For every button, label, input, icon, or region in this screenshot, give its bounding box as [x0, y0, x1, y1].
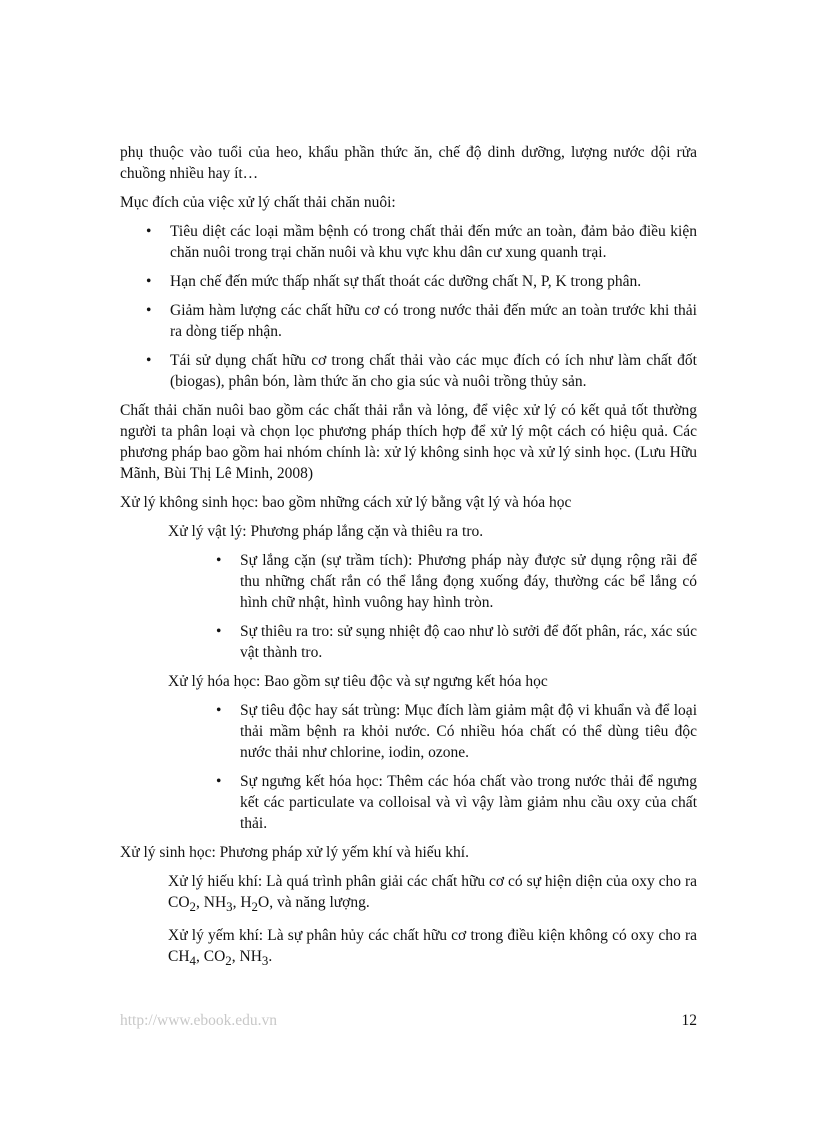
list-item: • Sự tiêu độc hay sát trùng: Mục đích làm giảm mật độ vi khuẩn và để loại thải mầm bệnh ra khỏi nước. Có nhiều hóa chất có thể dùng tiêu độc nước thải như chlorine, iodin, ozone. — [216, 702, 697, 761]
bullet-icon: • — [216, 552, 222, 569]
anaerobic-paragraph: Xử lý yếm khí: Là sự phân hủy các chất hữu cơ trong điều kiện không có oxy cho ra $CH_4$, $CO_2$, $NH_3$. — [168, 927, 697, 969]
aerobic-paragraph: Xử lý hiếu khí: Là quá trình phân giải các chất hữu cơ có sự hiện diện của oxy cho ra $CO_2$, $NH_3$, $H_2O$, và năng lượng. — [168, 873, 697, 915]
page-number: 12 — [681, 1012, 697, 1029]
physical-heading: Xử lý vật lý: Phương pháp lắng cặn và thiêu ra tro. — [168, 523, 484, 540]
list-item: • Giảm hàm lượng các chất hữu cơ có trong nước thải đến mức an toàn trước khi thải ra dòng tiếp nhận. — [146, 302, 697, 340]
purpose-heading: Mục đích của việc xử lý chất thải chăn nuôi: — [120, 194, 396, 211]
bio-heading: Xử lý sinh học: Phương pháp xử lý yếm khí và hiếu khí. — [120, 844, 469, 861]
purpose-list — [146, 221, 697, 392]
bullet-icon: • — [216, 702, 222, 719]
nonbio-heading: Xử lý không sinh học: bao gồm những cách xử lý bằng vật lý và hóa học — [120, 494, 572, 511]
page-footer — [120, 1012, 697, 1030]
list-item: • Sự ngưng kết hóa học: Thêm các hóa chất vào trong nước thải để ngưng kết các particulate va colloisal và vì vậy làm giảm nhu cầu oxy của chất thải. — [216, 773, 697, 832]
list-item: • Hạn chế đến mức thấp nhất sự thất thoát các dưỡng chất N, P, K trong phân. — [146, 273, 642, 290]
chemical-list — [216, 700, 697, 834]
list-item: • Sự lắng cặn (sự trầm tích): Phương pháp này được sử dụng rộng rãi để thu những chất rắn có thể lắng đọng xuống đáy, thường các bể lắng có hình chữ nhật, hình vuông hay hình tròn. — [216, 552, 697, 611]
bullet-icon: • — [146, 352, 152, 369]
bullet-icon: • — [216, 773, 222, 790]
footer-url[interactable]: http://www.ebook.edu.vn — [120, 1012, 277, 1029]
chemical-heading: Xử lý hóa học: Bao gồm sự tiêu độc và sự ngưng kết hóa học — [168, 673, 548, 690]
physical-list — [216, 550, 697, 663]
bullet-icon: • — [146, 273, 152, 290]
bullet-icon: • — [146, 223, 152, 240]
list-item: • Tái sử dụng chất hữu cơ trong chất thải vào các mục đích có ích như làm chất đốt (biogas), phân bón, làm thức ăn cho gia súc và nuôi trồng thủy sản. — [146, 352, 697, 390]
bullet-icon: • — [216, 623, 222, 640]
bullet-icon: • — [146, 302, 152, 319]
list-item: • Tiêu diệt các loại mầm bệnh có trong chất thải đến mức an toàn, đảm bảo điều kiện chăn nuôi trong trại chăn nuôi và khu vực khu dân cư xung quanh trại. — [146, 223, 697, 261]
page-body — [120, 142, 697, 979]
classification-paragraph: Chất thải chăn nuôi bao gồm các chất thải rắn và lỏng, để việc xử lý có kết quả tốt thường người ta phân loại và chọn lọc phương pháp thích hợp để xử lý một cách có hiệu quả. Các phương pháp bao gồm hai nhóm chính là: xử lý không sinh học và xử lý sinh học. (Lưu Hữu Mãnh, Bùi Thị Lê Minh, 2008) — [120, 402, 697, 482]
intro-paragraph: phụ thuộc vào tuổi của heo, khẩu phần thức ăn, chế độ dinh dưỡng, lượng nước dội rửa chuồng nhiều hay ít… — [120, 144, 697, 182]
list-item: • Sự thiêu ra tro: sử sụng nhiệt độ cao như lò sưởi để đốt phân, rác, xác súc vật thành tro. — [216, 623, 697, 661]
